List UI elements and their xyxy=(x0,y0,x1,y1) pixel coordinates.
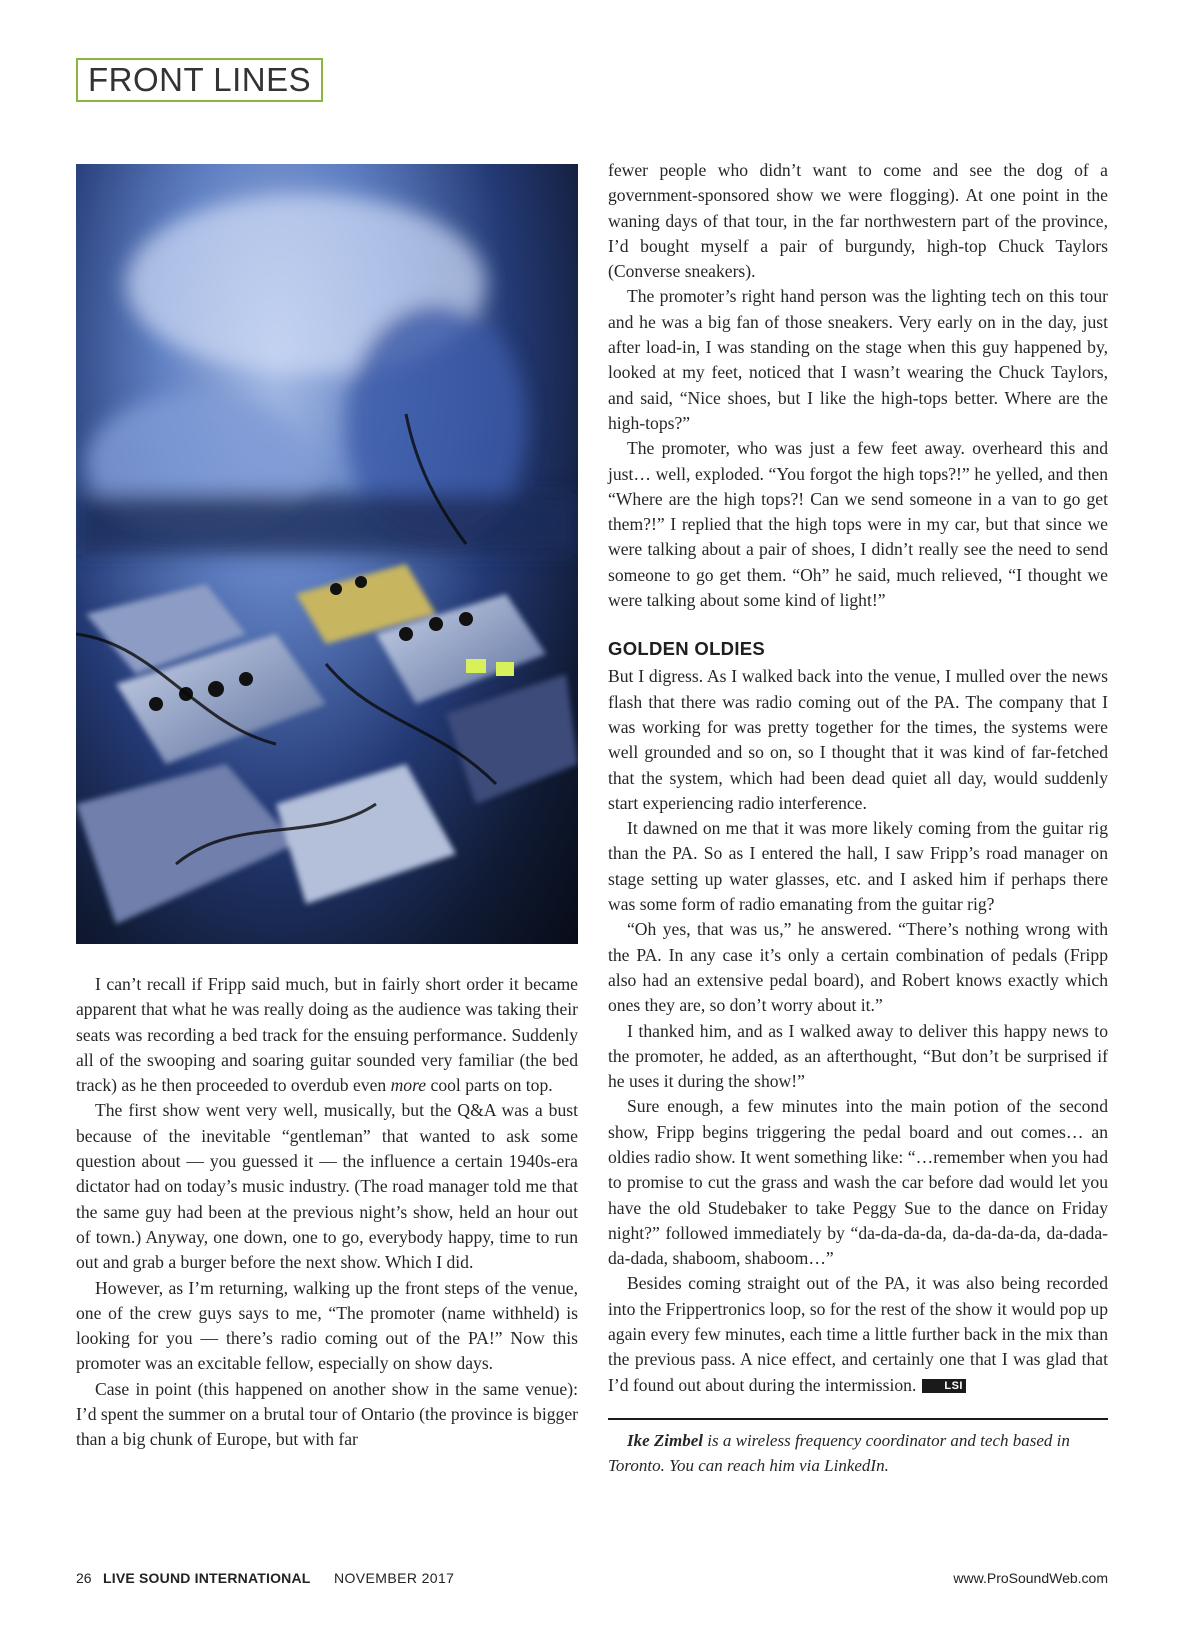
paragraph-text: Besides coming straight out of the PA, it was also being recorded into the Frippertronics loop, so for the rest of the show it would pop up again every few minutes, each time a little further back in the mix than the previous pass. A nice effect, and certainly one that I was glad that I’d found out about during the intermission. xyxy=(608,1273,1108,1395)
bio-divider xyxy=(608,1418,1108,1420)
paragraph: fewer people who didn’t want to come and see the dog of a government-sponsored show we were flogging). At one point in the waning days of that tour, in the far northwestern part of the province, I’d bought myself a pair of burgundy, high-top Chuck Taylors (Converse sneakers). xyxy=(608,160,1108,282)
paragraph: It dawned on me that it was more likely coming from the guitar rig than the PA. So as I entered the hall, I saw Fripp’s road manager on stage setting up water glasses, etc. and I asked him if perhaps there was some form of radio emanating from the guitar rig? xyxy=(608,818,1108,915)
section-tag: FRONT LINES xyxy=(76,58,323,102)
issue-date: NOVEMBER 2017 xyxy=(334,1570,455,1586)
paragraph-text: I can’t recall if Fripp said much, but in fairly short order it became apparent that what he was really doing as the audience was taking their seats was recording a bed track for the ensuing performance. Suddenly all of the swooping and soaring guitar sounded very familiar (the bed track) as he then proceeded to overdub even xyxy=(76,974,578,1096)
italic-emphasis: more xyxy=(390,1075,427,1096)
author-bio-text: is a wireless frequency coordinator and tech based in Toronto. You can reach him via LinkedIn. xyxy=(608,1430,1070,1475)
website-link[interactable]: www.ProSoundWeb.com xyxy=(953,1570,1108,1586)
paragraph: Sure enough, a few minutes into the main potion of the second show, Fripp begins triggering the pedal board and out comes… an oldies radio show. It went something like: “…remember when you had to promise to cut the grass and wash the car before dad would let you have the old Studebaker to take Peggy Sue to the dance on Friday night?” followed immediately by “da-da-da-da, da-da-da-da, da-dada-da-dada, shaboom, shaboom…” xyxy=(608,1096,1108,1269)
end-mark-logo: LSI xyxy=(922,1379,966,1393)
paragraph: However, as I’m returning, walking up the front steps of the venue, one of the crew guys says to me, “The promoter (name withheld) is looking for you — there’s radio coming out of the PA!” Now this promoter was an excitable fellow, especially on show days. xyxy=(76,1277,578,1374)
left-column xyxy=(76,972,578,1453)
page-number: 26 xyxy=(76,1570,92,1586)
publication-name: LIVE SOUND INTERNATIONAL xyxy=(103,1570,311,1586)
author-bio xyxy=(608,1428,1108,1478)
paragraph: The promoter’s right hand person was the lighting tech on this tour and he was a big fan of those sneakers. Very early on in the day, just after load-in, I was standing on the stage when this guy happened by, looked at my feet, noticed that I wasn’t wearing the Chuck Taylors, and said, “Nice shoes, but I like the high-tops better. Where are the high-tops?” xyxy=(608,286,1108,433)
right-column xyxy=(608,158,1108,1478)
author-name: Ike Zimbel xyxy=(627,1430,704,1450)
paragraph: The first show went very well, musically, but the Q&A was a bust because of the inevitable “gentleman” that wanted to ask some question about — you guessed it — the influence a certain 1940s-era dictator had on today’s music industry. (The road manager told me that the same guy had been at the previous night’s show, held an hour out of town.) Anyway, one down, one to go, everybody happy, time to run out and grab a burger before the next show. Which I did. xyxy=(76,1100,578,1273)
paragraph-text: cool parts on top. xyxy=(426,1075,553,1096)
paragraph: “Oh yes, that was us,” he answered. “There’s nothing wrong with the PA. In any case it’s only a certain combination of pedals (Fripp also had an extensive pedal board), and Robert knows exactly which ones they are, so don’t worry about it.” xyxy=(608,919,1108,1016)
paragraph: The promoter, who was just a few feet away. overheard this and just… well, exploded. “You forgot the high tops?!” he yelled, and then “Where are the high tops?! Can we send someone in a van to go get them?!” I replied that the high tops were in my car, but that since we were talking about a pair of shoes, I didn’t really see the need to send someone to go get them. “Oh” he said, much relieved, “I thought we were talking about some kind of light!” xyxy=(608,438,1108,611)
guitar-effects-pedalboard-photo-icon xyxy=(76,164,578,944)
paragraph xyxy=(76,972,578,1098)
page-footer xyxy=(76,1570,1108,1594)
paragraph xyxy=(608,1271,1108,1397)
paragraph: Case in point (this happened on another show in the same venue): I’d spent the summer on a brutal tour of Ontario (the province is bigger than a big chunk of Europe, but with far xyxy=(76,1378,578,1450)
subhead: GOLDEN OLDIES xyxy=(608,638,766,660)
paragraph: But I digress. As I walked back into the venue, I mulled over the news flash that there was radio coming out of the PA. The company that I was working for was pretty together for the times, the systems were well grounded and so on, so I thought that it was kind of far-fetched that the system, which had been dead quiet all day, would suddenly start experiencing radio interference. xyxy=(608,666,1108,813)
pedalboard-photo xyxy=(76,164,578,944)
paragraph: I thanked him, and as I walked away to deliver this happy news to the promoter, he added, as an afterthought, “But don’t be surprised if he uses it during the show!” xyxy=(608,1020,1108,1092)
